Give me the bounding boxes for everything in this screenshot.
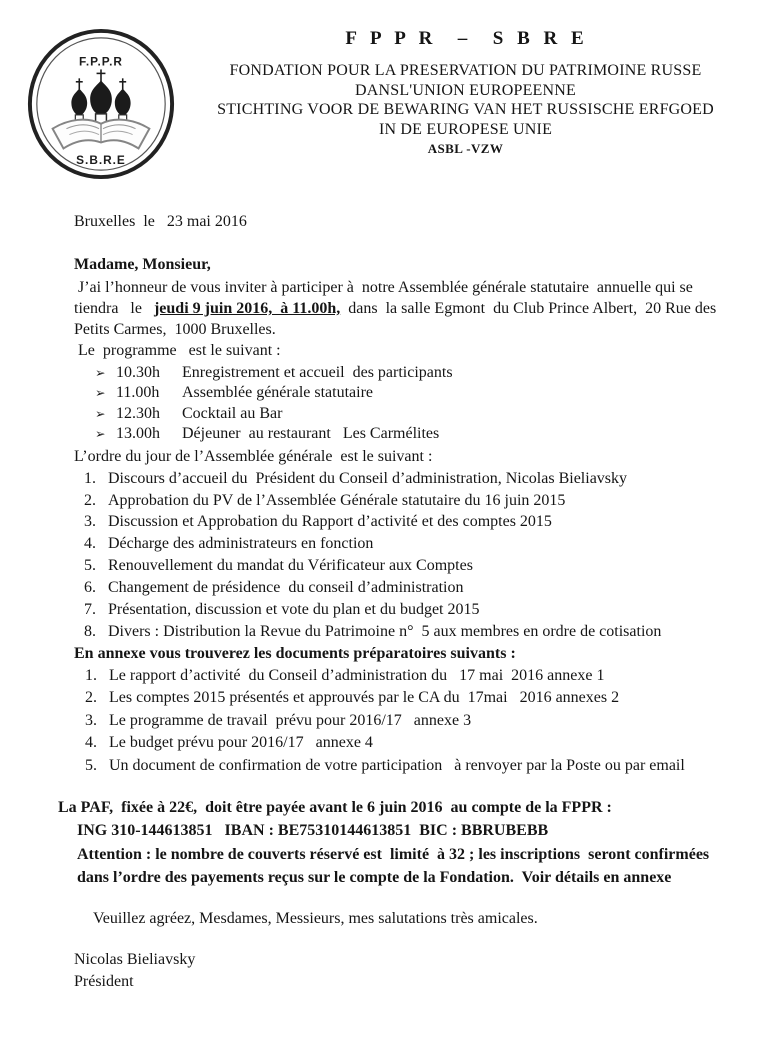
arrow-bullet-icon: ➢ (95, 365, 106, 380)
item-number: 8. (84, 622, 96, 640)
item-text: Changement de présidence du conseil d’administration (108, 579, 464, 597)
annex-item (74, 665, 724, 687)
agenda-item (74, 468, 724, 490)
program-label: Enregistrement et accueil des participants (182, 364, 453, 381)
item-number: 4. (84, 535, 96, 553)
intro-text-after: dans la salle Egmont du Club Prince Albert, 20 Rue des Petits Carmes, 1000 Bruxelles. (74, 300, 721, 338)
arrow-bullet-icon: ➢ (95, 426, 106, 442)
org-subtitle-line-4: IN DE EUROPESE UNIE (378, 120, 553, 138)
agenda-item (74, 599, 724, 621)
bank-account-line: ING 310-144613851 IBAN : BE75310144613851 BIC : BBRUBEBB (77, 822, 549, 840)
arrow-bullet-icon: ➢ (95, 385, 106, 401)
paf-amount-line: La PAF, fixée à 22€, doit être payée avant le 6 juin 2016 au compte de la FPPR : (58, 798, 612, 816)
item-text: Divers : Distribution la Revue du Patrimoine n° 5 aux membres en ordre de cotisation (108, 622, 662, 640)
item-number: 3. (84, 513, 96, 531)
item-text: Présentation, discussion et vote du plan et du budget 2015 (108, 601, 480, 619)
program-label: Cocktail au Bar (182, 404, 283, 422)
item-text: Discussion et Approbation du Rapport d’activité et des comptes 2015 (108, 513, 552, 531)
program-item (74, 383, 724, 403)
item-number: 5. (85, 756, 97, 774)
item-text: Un document de confirmation de votre participation à renvoyer par la Poste ou par email (109, 756, 685, 774)
program-intro: Le programme est le suivant : (74, 342, 281, 359)
attention-line-2: dans l’ordre des payements reçus sur le compte de la Fondation. Voir détails en annexe (77, 869, 672, 887)
program-label: Déjeuner au restaurant Les Carmélites (182, 425, 440, 443)
arrow-bullet-icon: ➢ (95, 405, 106, 421)
logo-bottom-text: S.B.R.E (76, 153, 126, 168)
agenda-item (74, 490, 724, 512)
fppr-logo (22, 26, 180, 182)
program-label: Assemblée générale statutaire (182, 384, 374, 402)
org-legal-form: ASBL -VZW (427, 141, 504, 156)
annex-item (74, 687, 724, 709)
item-number: 1. (85, 666, 97, 684)
annex-item (74, 755, 724, 777)
item-text: Approbation du PV de l’Assemblée Générale statutaire du 16 juin 2015 (108, 491, 566, 509)
item-text: Le budget prévu pour 2016/17 annexe 4 (109, 734, 373, 752)
item-text: Le rapport d’activité du Conseil d’administration du 17 mai 2016 annexe 1 (109, 666, 605, 684)
program-item (74, 424, 724, 444)
onion-domes-icon (71, 80, 130, 123)
item-text: Renouvellement du mandat du Vérificateur aux Comptes (108, 557, 473, 575)
signature-name: Nicolas Bieliavsky (74, 950, 196, 968)
program-list (74, 363, 724, 445)
agenda-item (74, 577, 724, 599)
item-number: 6. (84, 579, 96, 597)
program-time: 10.30h (116, 364, 160, 381)
org-header (193, 27, 738, 157)
item-text: Discours d’accueil du Président du Conseil d’administration, Nicolas Bieliavsky (108, 469, 628, 487)
agenda-item (74, 533, 724, 555)
org-subtitle-line-1: FONDATION POUR LA PRESERVATION DU PATRIMOINE RUSSE (229, 62, 702, 79)
signature-block (74, 949, 724, 993)
program-time: 11.00h (116, 384, 160, 402)
annex-item (74, 732, 724, 754)
agenda-item (74, 621, 724, 643)
item-number: 4. (85, 734, 97, 752)
item-number: 7. (84, 601, 96, 619)
annex-list (74, 665, 724, 777)
agenda-intro: L’ordre du jour de l’Assemblée générale est le suivant : (74, 447, 433, 465)
item-text: Le programme de travail prévu pour 2016/17 annexe 3 (109, 711, 472, 729)
item-number: 3. (85, 711, 97, 729)
program-time: 13.00h (116, 425, 160, 443)
item-number: 2. (85, 689, 97, 707)
salutation: Madame, Monsieur, (74, 256, 211, 273)
annex-heading: En annexe vous trouverez les documents préparatoires suivants : (74, 644, 516, 662)
logo-top-text: F.P.P.R (79, 54, 123, 69)
agenda-item (74, 511, 724, 533)
org-subtitle-line-3: STICHTING VOOR DE BEWARING VAN HET RUSSISCHE ERFGOED (217, 101, 714, 118)
org-subtitle-line-2: DANSL'UNION EUROPEENNE (354, 81, 577, 99)
program-item (74, 363, 724, 383)
meeting-date-highlight: jeudi 9 juin 2016, à 11.00h, (153, 300, 341, 317)
agenda-item (74, 555, 724, 577)
agenda-list (74, 468, 724, 643)
attention-line-1: Attention : le nombre de couverts réservé est limité à 32 ; les inscriptions seront confirmées (77, 845, 710, 863)
payment-notice (58, 796, 724, 890)
item-text: Les comptes 2015 présentés et approuvés par le CA du 17mai 2016 annexes 2 (109, 689, 620, 707)
intro-text-before: J’ai l’honneur de vous inviter à participer à notre Assemblée générale statutaire annuelle qui se tiendra le (74, 279, 697, 317)
item-number: 1. (84, 469, 96, 487)
closing-salutation: Veuillez agréez, Mesdames, Messieurs, mes salutations très amicales. (93, 909, 538, 927)
item-number: 2. (84, 491, 96, 509)
signature-title: Président (74, 972, 134, 990)
program-time: 12.30h (116, 404, 160, 422)
open-book-icon (53, 120, 150, 149)
org-title: F P P R – S B R E (345, 28, 586, 49)
letter-body (58, 211, 724, 993)
item-number: 5. (84, 557, 96, 575)
annex-item (74, 710, 724, 732)
program-item (74, 404, 724, 424)
dateline: Bruxelles le 23 mai 2016 (74, 213, 247, 230)
item-text: Décharge des administrateurs en fonction (108, 535, 374, 553)
intro-paragraph (74, 277, 724, 340)
